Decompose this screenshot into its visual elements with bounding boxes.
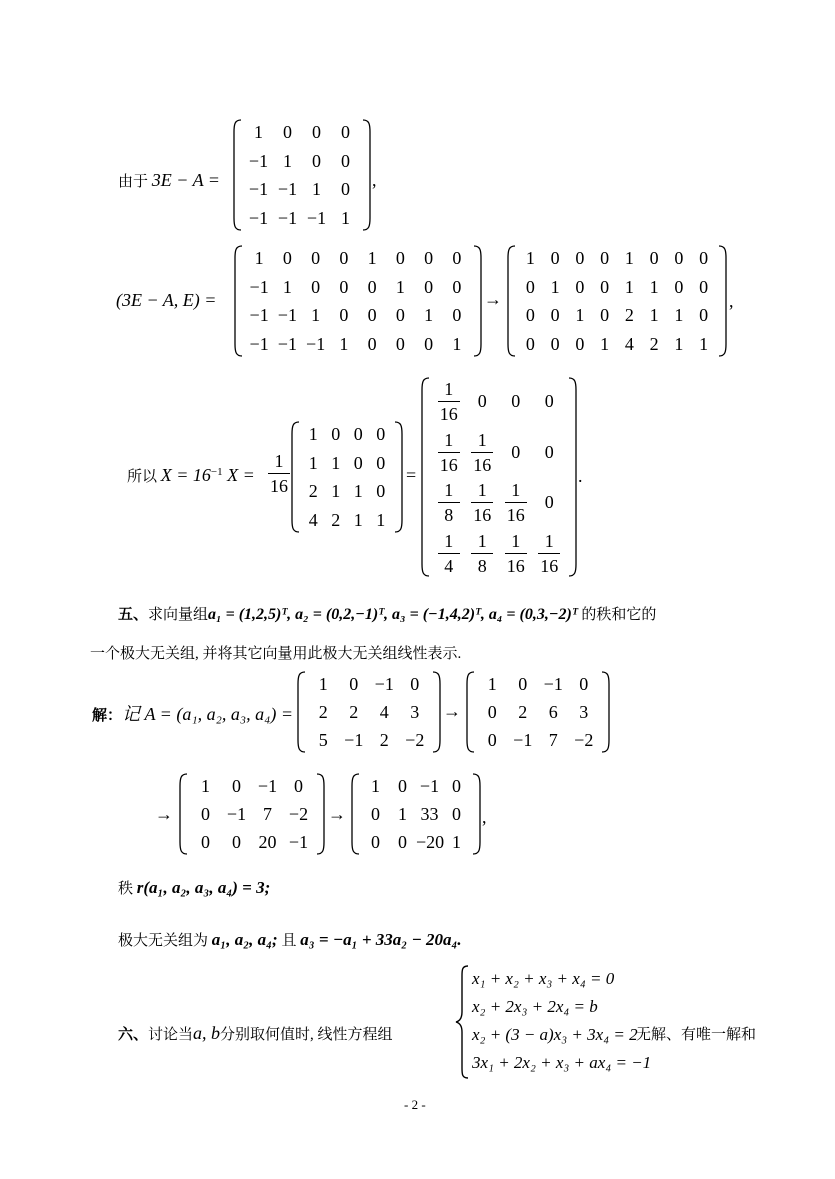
matrix-cell: −1 (249, 305, 269, 326)
matrix-A-step2 (178, 772, 326, 856)
matrix-cell: 0 (550, 305, 560, 326)
matrix-cell: 0 (600, 305, 610, 326)
arrow: → (328, 804, 346, 824)
matrix-cell: 0 (525, 333, 535, 354)
matrix-cell: −1 (248, 150, 269, 171)
equation-2: x₂ + 2x₃ + 2x₄ = b (472, 997, 598, 1016)
matrix-cell: −1 (419, 776, 440, 796)
system-brace (454, 964, 470, 1080)
matrix-cell: 0 (367, 276, 377, 297)
matrix-cell: 0 (518, 674, 528, 694)
solution5-line (92, 700, 293, 726)
matrix-cell: 0 (201, 832, 210, 852)
matrix-cell: 2 (349, 702, 359, 722)
frac-den: 16 (270, 476, 288, 496)
frac-num: 1 (444, 379, 454, 400)
comma: , (729, 291, 734, 311)
matrix-cell: 0 (376, 424, 386, 445)
frac-den: 16 (473, 505, 492, 526)
frac-den: 16 (540, 555, 559, 576)
frac-den: 8 (477, 555, 487, 576)
matrix-cell: 0 (424, 333, 434, 354)
basis-line (118, 929, 462, 950)
matrix-cell: 0 (525, 276, 535, 297)
matrix-fraction (466, 431, 500, 474)
frac-den: 8 (444, 505, 454, 526)
matrix-augmented-right (506, 244, 728, 358)
matrix-cell: −1 (249, 333, 269, 354)
matrix-cell: 0 (575, 333, 585, 354)
matrix-cell: 1 (575, 305, 585, 326)
problem-text: 分别取何值时, 线性方程组 (220, 1027, 393, 1043)
matrix-cell: −1 (277, 305, 297, 326)
problem5-line2: 一个极大无关组, 并将其它向量用此极大无关组线性表示. (90, 646, 462, 662)
matrix-fraction (432, 481, 466, 524)
matrix-cell: 1 (600, 333, 610, 354)
matrix-cell: 0 (339, 305, 349, 326)
matrix-cell: 0 (331, 424, 341, 445)
matrix-cell: 1 (254, 248, 264, 269)
frac-den: 16 (506, 505, 525, 526)
matrix-X-inverse (420, 376, 578, 578)
matrix-cell: −1 (248, 207, 269, 228)
frac-num: 1 (511, 480, 521, 501)
matrix-cell: 1 (341, 207, 350, 228)
matrix-cell: 1 (339, 333, 349, 354)
matrix-cell: 0 (398, 832, 407, 852)
matrix-cell: 0 (424, 276, 434, 297)
matrix-cell: 1 (283, 150, 292, 171)
matrix-cell: 0 (452, 305, 462, 326)
matrix-cell: 2 (518, 702, 528, 722)
matrix-cell: 1 (312, 179, 321, 200)
comma: , (372, 170, 377, 190)
matrix-cell: 20 (258, 832, 277, 852)
matrix-3E-minus-A (232, 118, 372, 232)
matrix-cell: −20 (416, 832, 445, 852)
matrix-cell: 0 (477, 391, 487, 412)
matrix-cell: 0 (349, 674, 359, 694)
matrix-cell: 33 (420, 804, 439, 824)
matrix-cell: 0 (232, 776, 241, 796)
matrix-cell: 2 (649, 333, 659, 354)
matrix-cell: 0 (544, 391, 554, 412)
matrix-fraction (499, 532, 533, 575)
matrix-cell: 3 (579, 702, 589, 722)
matrix-cell: 1 (395, 276, 405, 297)
matrix-cell: 1 (331, 481, 341, 502)
matrix-cell: 0 (311, 276, 321, 297)
matrix-fraction (432, 532, 466, 575)
matrix-cell: −1 (374, 674, 394, 694)
matrix-cell: 0 (201, 804, 210, 824)
matrix-cell: 1 (331, 452, 341, 473)
expr-x-eq: X = 16 (160, 465, 211, 485)
problem-number: 五、 (118, 607, 149, 623)
matrix-cell: 0 (511, 391, 521, 412)
equation-3: x₂ + (3 − a)x₃ + 3x₄ = 2 (472, 1025, 638, 1044)
matrix-cell: 0 (371, 832, 380, 852)
matrix-cell: 0 (525, 305, 535, 326)
matrix-cell: −2 (574, 730, 594, 750)
period: . (578, 466, 583, 486)
matrix-cell: 1 (649, 276, 659, 297)
matrix-cell: 1 (649, 305, 659, 326)
matrix-cell: 0 (452, 776, 461, 796)
matrix-cell: 0 (341, 179, 350, 200)
arrow: → (443, 701, 461, 721)
frac-num: 1 (444, 480, 454, 501)
matrix-cell: 0 (600, 248, 610, 269)
matrix-cell: 0 (283, 122, 292, 143)
matrix-cell: 7 (263, 804, 272, 824)
matrix-cell: −1 (249, 276, 269, 297)
frac-num: 1 (444, 429, 454, 450)
arrow: → (484, 289, 502, 309)
equation-system (472, 965, 651, 1077)
matrix-cell: 1 (376, 509, 386, 530)
problem6-line (118, 1023, 393, 1044)
matrix-cell: −1 (277, 179, 298, 200)
frac-den: 4 (444, 555, 454, 576)
matrix-cell: −1 (277, 333, 297, 354)
matrix-cell: 1 (353, 509, 363, 530)
matrix-cell: 0 (353, 424, 363, 445)
matrix-fraction (432, 380, 466, 423)
matrix-fraction (499, 481, 533, 524)
matrix-cell: 0 (579, 674, 589, 694)
line3-prefix (127, 465, 255, 486)
matrix-cell: 4 (379, 702, 389, 722)
matrix-cell: 1 (424, 305, 434, 326)
matrix-cell: 4 (624, 333, 634, 354)
matrix-cell: −2 (288, 804, 309, 824)
matrix-cell: 1 (353, 481, 363, 502)
matrix-cell: −1 (226, 804, 247, 824)
matrix-cell: 1 (311, 305, 321, 326)
basis-expr: a₃ = −a₁ + 33a₂ − 20a₄. (300, 930, 462, 949)
expr-A-def: 记 A = (a₁, a₂, a₃, a₄) = (122, 704, 293, 724)
frac-num: 1 (477, 530, 487, 551)
frac-den: 16 (439, 404, 458, 425)
matrix-cell: −2 (405, 730, 425, 750)
matrix-cell: 0 (487, 702, 497, 722)
matrix-cell: −1 (306, 333, 326, 354)
matrix-cell: 0 (367, 305, 377, 326)
text-prefix: 所以 (127, 469, 161, 485)
expr-augmented-lhs: (3E − A, E) = (116, 290, 217, 310)
matrix-cell: 1 (398, 804, 407, 824)
matrix-cell: 1 (674, 333, 684, 354)
conjunction: 且 (277, 933, 301, 949)
frac-num: 1 (511, 530, 521, 551)
matrix-cell: −1 (344, 730, 364, 750)
matrix-cell: 0 (544, 492, 554, 513)
matrix-cell: 1 (282, 276, 292, 297)
matrix-cell: 1 (525, 248, 535, 269)
matrix-cell: 0 (699, 305, 709, 326)
matrix-cell: 1 (624, 276, 634, 297)
matrix-cell: 1 (308, 424, 318, 445)
matrix-cell: 1 (201, 776, 210, 796)
matrix-cell: 2 (318, 702, 328, 722)
frac-num: 1 (477, 480, 487, 501)
vars-ab: a, b (193, 1023, 221, 1043)
matrix-A (296, 670, 442, 754)
matrix-cell: 7 (548, 730, 558, 750)
matrix-A-step3 (350, 772, 482, 856)
matrix-cell: 1 (550, 276, 560, 297)
frac-den: 16 (506, 555, 525, 576)
matrix-cell: 0 (312, 150, 321, 171)
matrix-fraction (466, 532, 500, 575)
matrix-cell: −1 (513, 730, 533, 750)
frac-num: 1 (274, 451, 284, 471)
matrix-fraction (533, 532, 567, 575)
matrix-cell: 1 (371, 776, 380, 796)
problem-number: 六、 (118, 1027, 149, 1043)
frac-den: 16 (473, 454, 492, 475)
matrix-cell: 3 (410, 702, 420, 722)
matrix-cell: 4 (308, 509, 318, 530)
matrix-cell: 0 (511, 441, 521, 462)
matrix-cell: 2 (624, 305, 634, 326)
matrix-fraction (432, 431, 466, 474)
superscript: −1 (210, 466, 223, 478)
expr-x: X = (222, 465, 255, 485)
frac-num: 1 (544, 530, 554, 551)
rank-expr: r(a₁, a₂, a₃, a₄) = 3; (136, 878, 271, 897)
matrix-cell: 0 (674, 276, 684, 297)
comma: , (482, 807, 487, 827)
page-number: - 2 - (404, 1097, 426, 1112)
matrix-cell: 5 (318, 730, 328, 750)
matrix-cell: 0 (395, 333, 405, 354)
matrix-cell: 0 (371, 804, 380, 824)
matrix-cell: 1 (318, 674, 328, 694)
matrix-cell: 0 (544, 441, 554, 462)
matrix-cell: −1 (248, 179, 269, 200)
matrix-fraction (466, 481, 500, 524)
matrix-cell: 0 (341, 122, 350, 143)
matrix-cell: 0 (550, 248, 560, 269)
matrix-cell: 1 (254, 122, 263, 143)
matrix-cell: 0 (339, 276, 349, 297)
matrix-cell: 0 (395, 248, 405, 269)
matrix-cell: 0 (699, 276, 709, 297)
matrix-cell: 0 (424, 248, 434, 269)
matrix-cell: 2 (331, 509, 341, 530)
matrix-cell: 0 (575, 276, 585, 297)
matrix-cell: 1 (308, 452, 318, 473)
problem6-tail: 无解、有唯一解和 (636, 1027, 757, 1043)
matrix-cell: 0 (376, 481, 386, 502)
frac-num: 1 (444, 530, 454, 551)
matrix-cell: 0 (232, 832, 241, 852)
equals: = (406, 465, 417, 485)
matrix-cell: 2 (379, 730, 389, 750)
basis-vectors: a₁, a₂, a₄; (211, 930, 278, 949)
matrix-cell: 0 (339, 248, 349, 269)
problem5-line1 (118, 603, 656, 624)
matrix-cell: 0 (699, 248, 709, 269)
matrix-cell: 0 (575, 248, 585, 269)
matrix-cell: 0 (674, 248, 684, 269)
matrix-cell: −1 (306, 207, 327, 228)
matrix-cell: −1 (257, 776, 278, 796)
matrix-cell: 0 (353, 452, 363, 473)
vector-list: a₁ = (1,2,5)ᵀ, a₂ = (0,2,−1)ᵀ, a₃ = (−1,4,2)ᵀ, a₄ = (0,3,−2)ᵀ (208, 606, 578, 623)
matrix-cell: 1 (487, 674, 497, 694)
matrix-cell: −1 (543, 674, 563, 694)
matrix-X (290, 420, 404, 534)
expr-3E-A: 3E − A = (151, 170, 220, 190)
matrix-augmented-left (233, 244, 483, 358)
matrix-cell: 0 (452, 248, 462, 269)
matrix-cell: 1 (674, 305, 684, 326)
matrix-cell: 1 (452, 333, 462, 354)
matrix-cell: 0 (410, 674, 420, 694)
matrix-cell: 1 (452, 832, 461, 852)
matrix-cell: 0 (487, 730, 497, 750)
matrix-cell: 1 (367, 248, 377, 269)
basis-label: 极大无关组为 (118, 933, 212, 949)
matrix-cell: 0 (367, 333, 377, 354)
matrix-cell: 0 (452, 276, 462, 297)
matrix-A-step1 (465, 670, 611, 754)
equation-1: x₁ + x₂ + x₃ + x₄ = 0 (472, 969, 615, 988)
matrix-cell: 1 (699, 333, 709, 354)
matrix-cell: −1 (288, 832, 309, 852)
matrix-cell: 1 (624, 248, 634, 269)
line1-prefix (118, 170, 220, 191)
matrix-cell: 0 (376, 452, 386, 473)
matrix-cell: −1 (277, 207, 298, 228)
matrix-cell: 0 (452, 804, 461, 824)
matrix-cell: 0 (312, 122, 321, 143)
matrix-cell: 0 (600, 276, 610, 297)
matrix-cell: 0 (282, 248, 292, 269)
matrix-cell: 2 (308, 481, 318, 502)
fraction-one-sixteenth (268, 452, 290, 495)
text-prefix: 由于 (118, 174, 152, 190)
matrix-cell: 0 (550, 333, 560, 354)
equation-4: 3x₁ + 2x₂ + x₃ + ax₄ = −1 (472, 1053, 652, 1072)
solution-label: 解： (92, 708, 123, 724)
matrix-cell: 0 (294, 776, 303, 796)
frac-num: 1 (477, 429, 487, 450)
matrix-cell: 0 (395, 305, 405, 326)
rank-label: 秩 (118, 881, 137, 897)
matrix-cell: 6 (548, 702, 558, 722)
frac-den: 16 (439, 454, 458, 475)
matrix-cell: 0 (311, 248, 321, 269)
arrow: → (155, 804, 173, 824)
problem-text: 讨论当 (148, 1027, 194, 1043)
matrix-cell: 0 (341, 150, 350, 171)
problem-text: 求向量组 (148, 607, 209, 623)
matrix-cell: 0 (398, 776, 407, 796)
problem-text: 的秩和它的 (577, 607, 657, 623)
rank-line (118, 877, 270, 898)
matrix-cell: 0 (649, 248, 659, 269)
